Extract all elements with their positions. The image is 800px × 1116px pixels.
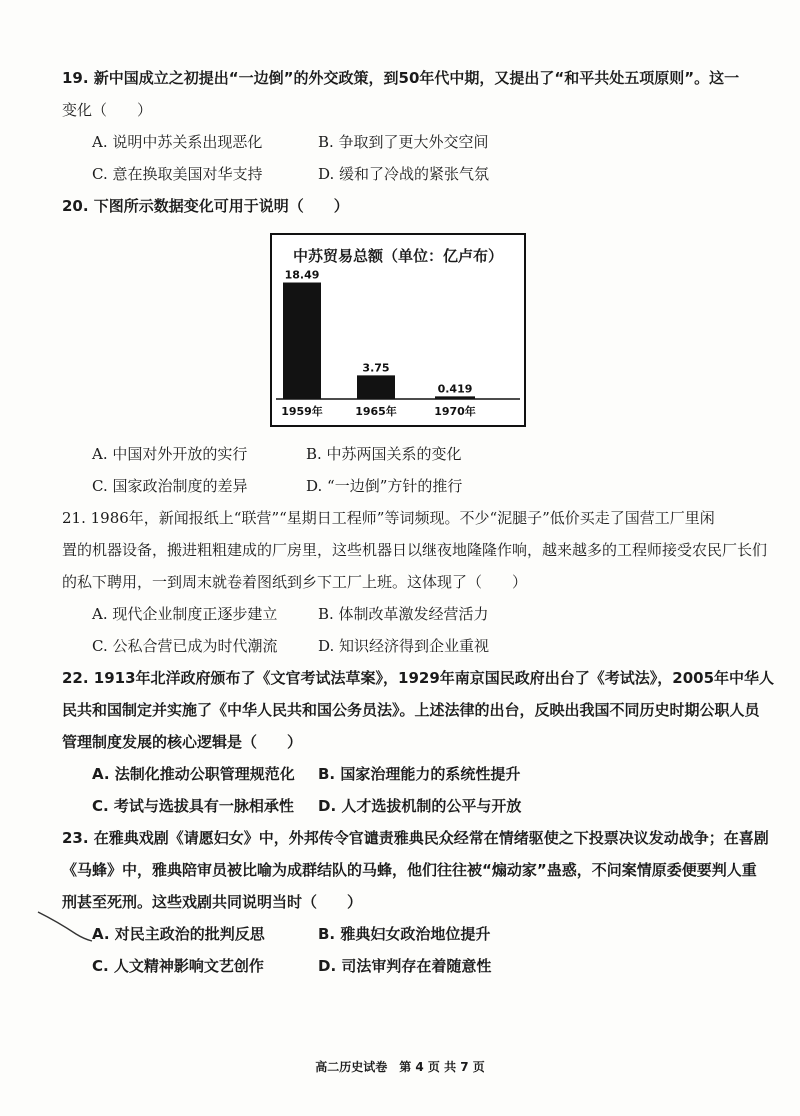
chart-category-label-0: 1959年 bbox=[281, 405, 323, 418]
chart-plot bbox=[272, 235, 524, 425]
q20-option-b[interactable]: B. 中苏两国关系的变化 bbox=[306, 445, 462, 463]
q20-option-d[interactable]: D. “一边倒”方针的推行 bbox=[306, 477, 463, 495]
chart-value-label-0: 18.49 bbox=[284, 268, 320, 282]
q22-option-c[interactable]: C. 考试与选拔具有一脉相承性 bbox=[92, 797, 294, 815]
q23-option-a[interactable]: A. 对民主政治的批判反思 bbox=[92, 925, 265, 943]
q21-stem-line1: 21. 1986年，新闻报纸上“联营”“星期日工程师”等词频现。不少“泥腿子”低价买走了国营工厂里闲 bbox=[62, 509, 715, 527]
chart-bar-0 bbox=[283, 283, 321, 399]
q22-option-d[interactable]: D. 人才选拔机制的公平与开放 bbox=[318, 797, 522, 815]
q19-option-c[interactable]: C. 意在换取美国对华支持 bbox=[92, 165, 263, 183]
q23-stem-line3: 刑甚至死刑。这些戏剧共同说明当时（ ） bbox=[62, 893, 363, 911]
q19-option-d[interactable]: D. 缓和了冷战的紧张气氛 bbox=[318, 165, 490, 183]
q21-option-b[interactable]: B. 体制改革激发经营活力 bbox=[318, 605, 489, 623]
chart-value-label-1: 3.75 bbox=[362, 361, 390, 375]
q22-option-b[interactable]: B. 国家治理能力的系统性提升 bbox=[318, 765, 521, 783]
chart-value-label-2: 0.419 bbox=[437, 382, 473, 396]
page-footer: 高二历史试卷 第 4 页 共 7 页 bbox=[315, 1060, 485, 1074]
q22-stem-line2: 民共和国制定并实施了《中华人民共和国公务员法》。上述法律的出台，反映出我国不同历史时期公职人员 bbox=[62, 701, 760, 719]
q22-stem-line1: 22. 1913年北洋政府颁布了《文官考试法草案》，1929年南京国民政府出台了《考试法》，2005年中华人 bbox=[62, 669, 775, 687]
q23-option-b[interactable]: B. 雅典妇女政治地位提升 bbox=[318, 925, 491, 943]
q21-option-d[interactable]: D. 知识经济得到企业重视 bbox=[318, 637, 490, 655]
q19-stem-line1: 19. 新中国成立之初提出“一边倒”的外交政策，到50年代中期，又提出了“和平共处五项原则”。这一 bbox=[62, 69, 740, 87]
q22-option-a[interactable]: A. 法制化推动公职管理规范化 bbox=[92, 765, 295, 783]
q20-option-a[interactable]: A. 中国对外开放的实行 bbox=[92, 445, 248, 463]
q23-stem-line1: 23. 在雅典戏剧《请愿妇女》中，外邦传令官谴责雅典民众经常在情绪驱使之下投票决议发动战争；在喜剧 bbox=[62, 829, 769, 847]
q21-option-a[interactable]: A. 现代企业制度正逐步建立 bbox=[92, 605, 278, 623]
q23-option-d[interactable]: D. 司法审判存在着随意性 bbox=[318, 957, 492, 975]
q21-stem-line3: 的私下聘用，一到周末就卷着图纸到乡下工厂上班。这体现了（ ） bbox=[62, 573, 528, 591]
q22-stem-line3: 管理制度发展的核心逻辑是（ ） bbox=[62, 733, 303, 751]
trade-bar-chart bbox=[270, 233, 526, 427]
chart-category-label-2: 1970年 bbox=[434, 405, 476, 418]
q23-option-c[interactable]: C. 人文精神影响文艺创作 bbox=[92, 957, 264, 975]
chart-category-label-1: 1965年 bbox=[355, 405, 397, 418]
chart-bar-1 bbox=[357, 375, 395, 399]
q20-option-c[interactable]: C. 国家政治制度的差异 bbox=[92, 477, 248, 495]
q21-option-c[interactable]: C. 公私合营已成为时代潮流 bbox=[92, 637, 278, 655]
q21-stem-line2: 置的机器设备，搬进粗粗建成的厂房里，这些机器日以继夜地隆隆作响，越来越多的工程师接受农民厂长们 bbox=[62, 541, 768, 559]
q19-option-a[interactable]: A. 说明中苏关系出现恶化 bbox=[92, 133, 263, 151]
q19-option-b[interactable]: B. 争取到了更大外交空间 bbox=[318, 133, 489, 151]
chart-bar-2 bbox=[435, 396, 475, 399]
q23-stem-line2: 《马蜂》中，雅典陪审员被比喻为成群结队的马蜂，他们往往被“煽动家”蛊惑，不问案情原委便要判人重 bbox=[62, 861, 757, 879]
chart-title: 中苏贸易总额（单位：亿卢布） bbox=[292, 247, 503, 265]
pen-check-mark bbox=[36, 908, 96, 944]
q19-stem-line2: 变化（ ） bbox=[62, 101, 153, 119]
q20-stem-line1: 20. 下图所示数据变化可用于说明（ ） bbox=[62, 197, 349, 215]
